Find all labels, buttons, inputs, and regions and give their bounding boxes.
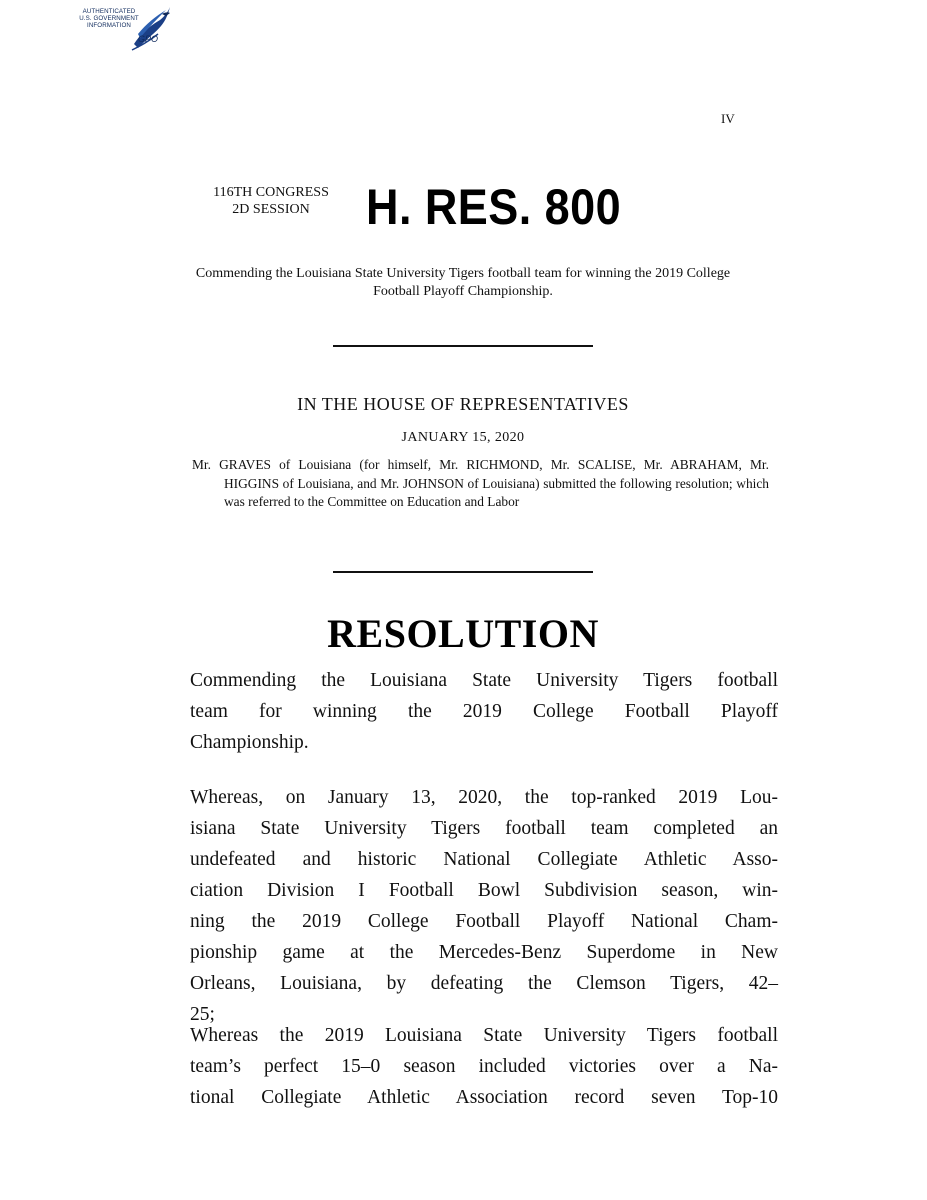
bill-number: H. RES. 800	[366, 179, 622, 235]
congress-session-block	[196, 184, 346, 218]
text-line: team’s perfect 15–0 season included victories over a Na-	[190, 1056, 778, 1077]
gpo-authentication-logo	[70, 4, 180, 56]
sponsors-paragraph: Mr. GRAVES of Louisiana (for himself, Mr. RICHMOND, Mr. SCALISE, Mr. ABRAHAM, Mr. HIGGINS of Louisiana, and Mr. JOHNSON of Louisiana) submitted the following resolution; which was referred to the Committee on Education and Labor	[192, 457, 769, 509]
text-line: isiana State University Tigers football team completed an	[190, 818, 778, 839]
text-line: Orleans, Louisiana, by defeating the Clemson Tigers, 42–	[190, 973, 778, 994]
page-indicator: IV	[721, 111, 735, 126]
text-line: Whereas, on January 13, 2020, the top-ranked 2019 Lou-	[190, 787, 778, 808]
resolution-heading: RESOLUTION	[327, 611, 599, 656]
text-line: team for winning the 2019 College Football Playoff	[190, 701, 778, 722]
eagle-icon	[128, 4, 174, 54]
authentication-line: INFORMATION	[87, 22, 131, 29]
whereas-clause-1	[190, 782, 778, 1030]
text-line: undefeated and historic National Collegiate Athletic Asso-	[190, 849, 778, 870]
authentication-line: U.S. GOVERNMENT	[79, 15, 139, 22]
gpo-mark: GPO	[138, 34, 159, 44]
whereas-clause-2	[190, 1020, 778, 1113]
divider	[333, 345, 593, 347]
text-line: Commending the Louisiana State University Tigers football	[190, 670, 778, 691]
divider	[333, 571, 593, 573]
short-title: Commending the Louisiana State University Tigers football team for winning the 2019 College Football Playoff Championship.	[195, 266, 731, 299]
text-line: pionship game at the Mercedes-Benz Superdome in New	[190, 942, 778, 963]
text-line: 25;	[190, 1004, 215, 1025]
authentication-line: AUTHENTICATED	[82, 8, 136, 15]
text-line: tional Collegiate Athletic Association record seven Top-10	[190, 1087, 778, 1108]
text-line: Championship.	[190, 732, 309, 753]
session-label: 2D SESSION	[232, 202, 310, 217]
text-line: Whereas the 2019 Louisiana State University Tigers football	[190, 1025, 778, 1046]
introduction-date: JANUARY 15, 2020	[401, 430, 525, 445]
congress-label: 116TH CONGRESS	[213, 185, 329, 200]
text-line: ning the 2019 College Football Playoff National Cham-	[190, 911, 778, 932]
text-line: ciation Division I Football Bowl Subdivision season, win-	[190, 880, 778, 901]
chamber-heading: IN THE HOUSE OF REPRESENTATIVES	[297, 394, 629, 414]
resolution-title	[190, 665, 778, 758]
